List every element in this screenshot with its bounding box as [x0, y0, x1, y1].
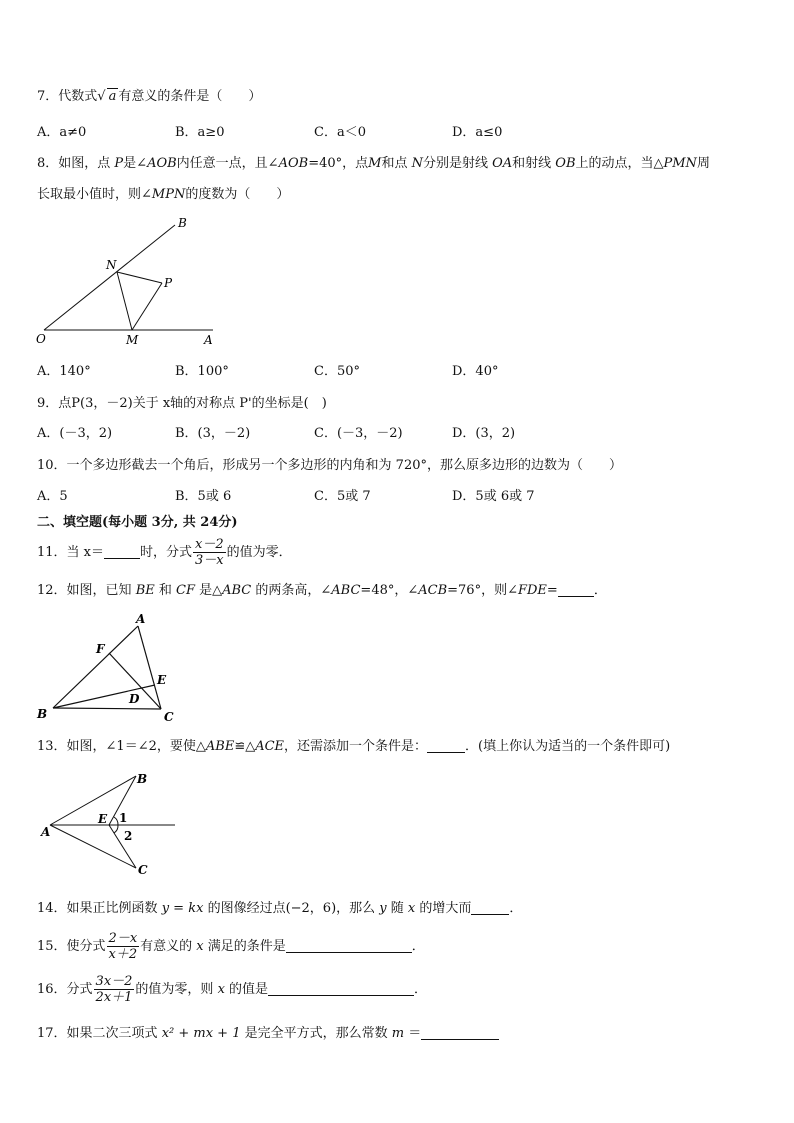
q8-text: 和点: [381, 156, 412, 171]
label-a: A: [136, 612, 146, 626]
q8-option-b[interactable]: B．100°: [175, 364, 229, 379]
q16-text: 16．分式: [37, 982, 93, 997]
q8-stem-line2: [37, 186, 289, 204]
q12-text: =: [546, 583, 558, 598]
q8-var: OB: [555, 156, 576, 171]
q8-var: N: [411, 156, 423, 171]
q16-denominator: 2x＋1: [95, 990, 133, 1005]
q14-answer-blank[interactable]: [471, 900, 509, 915]
q16-var: x: [217, 982, 225, 997]
label-m: M: [126, 333, 139, 347]
q15-answer-blank[interactable]: [286, 938, 412, 953]
q15-fraction: [107, 931, 140, 962]
q12-text: =48°，∠: [360, 583, 419, 598]
q12-var: CF: [176, 583, 195, 598]
q14-text: =: [169, 901, 189, 916]
segment-nm: [117, 272, 132, 330]
q16-text: ．: [414, 982, 428, 997]
sqrt-expression: √ a: [97, 89, 117, 104]
q17-expression: x² + mx + 1: [161, 1026, 241, 1041]
q8-var: MPN: [151, 187, 186, 202]
q8-text: 周: [696, 156, 710, 171]
q12-text: 12．如图，已知: [37, 583, 136, 598]
label-c: C: [138, 863, 148, 877]
q12-stem: [37, 582, 607, 600]
side-ab: [53, 626, 138, 708]
q8-var: P: [114, 156, 124, 171]
q8-option-d[interactable]: D．40°: [452, 364, 499, 379]
q16-answer-blank[interactable]: [268, 981, 414, 996]
q9-option-b[interactable]: B．(3，－2): [175, 426, 251, 441]
q17-text: 17．如果二次三项式: [37, 1026, 162, 1041]
q13-text: ≌△: [234, 739, 256, 754]
q11-answer-blank[interactable]: [104, 544, 140, 559]
q8-option-c[interactable]: C．50°: [314, 364, 360, 379]
label-c: C: [164, 710, 174, 724]
q14-stem: [37, 900, 522, 918]
label-f: F: [96, 642, 105, 656]
q12-var: ABC: [331, 583, 361, 598]
label-e: E: [157, 673, 167, 687]
q14-var: x: [407, 901, 416, 916]
q11-text: 11．当 x＝: [37, 545, 105, 560]
q7-option-a[interactable]: A．a≠0: [37, 125, 87, 140]
q8-option-a[interactable]: A．140°: [37, 364, 91, 379]
q17-var: m: [391, 1026, 405, 1041]
q14-var: kx: [188, 901, 204, 916]
q7-text-post: 有意义的条件是（ ）: [118, 89, 262, 104]
q16-text: 的值为零，则: [135, 982, 218, 997]
q14-text: 的增大而: [415, 901, 472, 916]
q7-number: 7．: [37, 89, 59, 104]
q13-figure: [30, 765, 190, 880]
q13-answer-blank[interactable]: [427, 738, 465, 753]
label-b: B: [137, 772, 148, 786]
label-angle-2: 2: [124, 829, 133, 843]
segment-pm: [132, 283, 162, 330]
q7-option-b[interactable]: B．a≥0: [175, 125, 225, 140]
q7-stem: [37, 88, 261, 106]
label-angle-1: 1: [119, 811, 128, 825]
label-e: E: [98, 812, 108, 826]
q17-text: ＝: [404, 1026, 422, 1041]
q11-text: 时，分式: [140, 545, 193, 560]
q13-var: ACE: [255, 739, 285, 754]
q11-text: 的值为零．: [226, 545, 292, 560]
q15-text: 满足的条件是: [203, 939, 286, 954]
q11-numerator: x－2: [195, 537, 224, 552]
q16-text: 的值是: [224, 982, 269, 997]
q11-denominator: 3－x: [195, 553, 224, 568]
q12-text: 的两条高，∠: [251, 583, 332, 598]
q16-numerator: 3x－2: [95, 974, 133, 989]
q7-option-d[interactable]: D．a≤0: [452, 125, 503, 140]
q8-stem-line1: [37, 155, 710, 173]
q8-var: PMN: [663, 156, 697, 171]
q7-text-pre: 代数式: [58, 89, 98, 104]
q10-option-c[interactable]: C．5或 7: [314, 489, 371, 504]
q10-option-b[interactable]: B．5或 6: [175, 489, 232, 504]
q8-text: 8．如图，点: [37, 156, 115, 171]
q14-var: y: [161, 901, 170, 916]
q15-denominator: x＋2: [108, 947, 138, 962]
q15-stem: [37, 931, 425, 962]
q14-text: 随: [386, 901, 408, 916]
label-a: A: [204, 333, 213, 347]
q15-var: x: [196, 939, 204, 954]
q9-option-a[interactable]: A．(－3，2): [37, 426, 113, 441]
q14-text: 的图像经过点(−2，6)，那么: [203, 901, 380, 916]
q13-text: 13．如图，∠1＝∠2，要使△: [37, 739, 206, 754]
q8-text: 内任意一点，且∠: [176, 156, 279, 171]
label-d: D: [129, 692, 140, 706]
q9-stem: 9．点P(3，－2)关于 x轴的对称点 P'的坐标是( ): [37, 396, 327, 411]
q14-text: 14．如果正比例函数: [37, 901, 162, 916]
q14-text: ．: [509, 901, 523, 916]
q12-var: BE: [135, 583, 155, 598]
ray-ob: [44, 225, 175, 330]
label-b: B: [37, 707, 48, 721]
q13-var: ABE: [205, 739, 235, 754]
q12-text: 是△: [194, 583, 223, 598]
q10-option-a[interactable]: A．5: [37, 489, 68, 504]
q12-var: ABC: [222, 583, 252, 598]
q13-stem: [37, 738, 670, 756]
altitude-be: [53, 685, 155, 708]
q17-text: 是完全平方式，那么常数: [240, 1026, 392, 1041]
q15-text: 15．使分式: [37, 939, 106, 954]
q7-radicand: a: [108, 89, 117, 104]
q8-figure: [30, 212, 230, 352]
q9-option-d[interactable]: D．(3，2): [452, 426, 516, 441]
q9-option-c[interactable]: C．(－3，－2): [314, 426, 403, 441]
q17-stem: [37, 1025, 499, 1043]
label-a: A: [41, 825, 51, 839]
q12-figure: [30, 610, 190, 730]
q10-option-d[interactable]: D．5或 6或 7: [452, 489, 535, 504]
q13-text: ，还需添加一个条件是：: [284, 739, 428, 754]
q8-var: AOB: [278, 156, 309, 171]
q12-answer-blank[interactable]: [558, 582, 594, 597]
q8-text: 的度数为（ ）: [185, 187, 290, 202]
label-b: B: [178, 216, 187, 230]
q8-text: 和射线: [512, 156, 556, 171]
q13-text: ．(填上你认为适当的一个条件即可): [465, 739, 671, 754]
q17-answer-blank[interactable]: [421, 1025, 499, 1040]
q15-text: 有意义的: [140, 939, 197, 954]
segment-np: [117, 272, 162, 283]
q12-text: =76°，则∠: [447, 583, 518, 598]
q15-numerator: 2－x: [108, 931, 138, 946]
q8-text: 长取最小值时，则∠: [37, 187, 152, 202]
label-n: N: [106, 258, 117, 272]
q15-text: ．: [411, 939, 425, 954]
q12-text: 和: [154, 583, 176, 598]
side-bc: [53, 708, 161, 709]
q14-var: y: [379, 901, 387, 916]
label-p: P: [164, 276, 173, 290]
q7-option-c[interactable]: C．a＜0: [314, 125, 366, 140]
q11-stem: [37, 537, 292, 568]
q8-var: OA: [492, 156, 513, 171]
label-o: O: [36, 332, 46, 346]
q8-text: =40°，点: [308, 156, 369, 171]
section-title: 二、填空题(每小题 3分, 共 24分): [37, 515, 238, 530]
q8-var: AOB: [147, 156, 177, 171]
q8-text: 上的动点，当△: [575, 156, 664, 171]
q10-stem: 10．一个多边形截去一个角后，形成另一个多边形的内角和为 720°，那么原多边形的边数为（ ）: [37, 458, 622, 473]
q8-text: 是∠: [123, 156, 148, 171]
q11-fraction: [193, 537, 226, 568]
q12-var: FDE: [517, 583, 547, 598]
q8-var: M: [368, 156, 382, 171]
q16-fraction: [94, 974, 135, 1005]
q12-text: ．: [593, 583, 607, 598]
q16-stem: [37, 974, 427, 1005]
q8-text: 分别是射线: [422, 156, 493, 171]
q12-var: ACB: [418, 583, 448, 598]
